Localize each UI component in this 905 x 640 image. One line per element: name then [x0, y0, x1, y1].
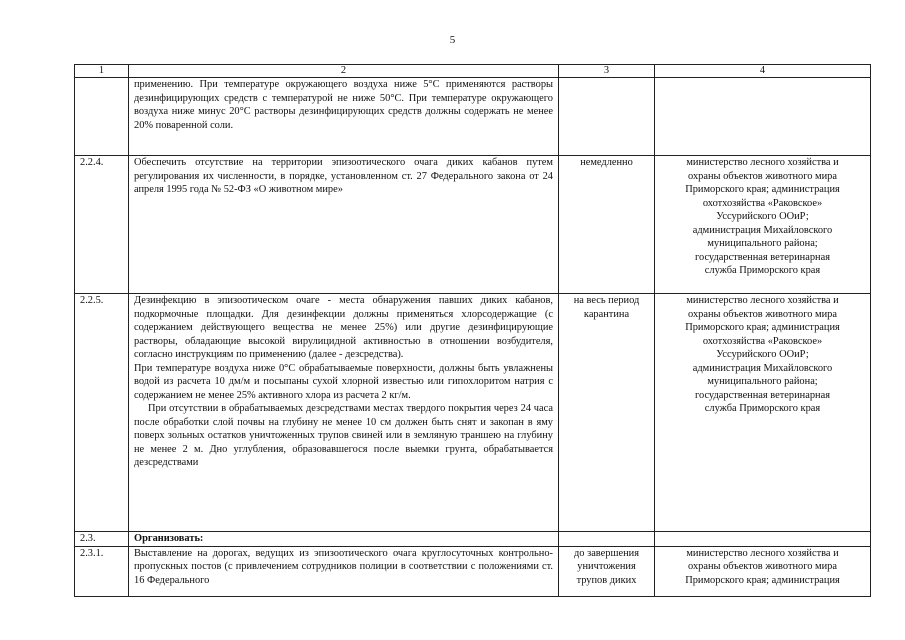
item-term [559, 78, 655, 156]
responsible-line: охраны объектов животного мира [688, 308, 837, 320]
responsible-line: охотхозяйства «Раковское» [702, 335, 823, 347]
item-paragraph: При температуре воздуха ниже 0°С обрабатываемые поверхности, должны быть увлажнены водой из расчета 10 дм/м и посыпаны сухой хлорной известью или гипохлоритом натрия с содержанием не менее 25% активного хлора из расчета 2 кг/м. [134, 362, 553, 401]
item-responsible [655, 294, 871, 532]
item-responsible [655, 156, 871, 294]
responsible-line: муниципального района; [707, 238, 818, 249]
item-number: 2.2.5. [75, 294, 129, 532]
responsible-line: Приморского края; администрация [685, 574, 840, 586]
responsible-line: служба Приморского края [704, 403, 821, 414]
responsible-line: министерство лесного хозяйства и [686, 157, 839, 168]
responsible-line: Уссурийского ООиР; [716, 211, 809, 222]
item-responsible [655, 546, 871, 596]
column-header-2: 2 [129, 65, 559, 78]
responsible-line: Приморского края; администрация [685, 322, 840, 333]
item-text [129, 294, 559, 532]
responsible-line: министерство лесного хозяйства и [686, 547, 839, 559]
responsible-line: охраны объектов животного мира [688, 561, 837, 572]
item-responsible [655, 532, 871, 547]
responsible-line: муниципального района; [707, 376, 818, 387]
item-paragraph: Обеспечить отсутствие на территории эпизоотического очага диких кабанов путем регулирования их численности, в порядке, установленном ст. 27 Федерального закона от 24 апреля 1995 года № 52-ФЗ «О животном мире» [134, 157, 553, 195]
responsible-line: охотхозяйства «Раковское» [702, 197, 823, 209]
item-paragraph: Дезинфекцию в эпизоотическом очаге - места обнаружения павших диких кабанов, подкормочные площадки. Для дезинфекции должны применяться хлорсодержащие (с содержанием действующего вещества не менее 25%) или другие дезинфицирующие растворы, обладающие высокой вирулицидной активностью в отношении возбудителя, согласно инструкциям по применению (далее - дезсредства). [134, 295, 553, 360]
item-number: 2.2.4. [75, 156, 129, 294]
table-row [75, 532, 871, 547]
item-paragraph: Выставление на дорогах, ведущих из эпизоотического очага круглосуточных контрольно-пропускных постов (с привлечением сотрудников полиции в соответствии с положениями ст. 16 Федерального [134, 547, 553, 586]
responsible-line: охраны объектов животного мира [688, 170, 837, 182]
item-text [129, 156, 559, 294]
responsible-line: служба Приморского края [704, 265, 821, 276]
item-responsible [655, 78, 871, 156]
responsible-line: министерство лесного хозяйства и [686, 295, 839, 306]
section-heading: Организовать: [134, 533, 204, 544]
responsible-line: Уссурийского ООиР; [716, 349, 809, 360]
responsible-line: Приморского края; администрация [685, 184, 840, 195]
item-text [129, 532, 559, 547]
item-paragraph: При отсутствии в обрабатываемых дезсредствами местах твердого покрытия через 24 часа после обработки слой почвы на глубину не менее 10 см должен быть снят и закопан в яму поверх зольных остатков уничтоженных трупов свиней или в земляную траншею на глубину не менее 2 м. Дно углубления, образовавшегося после выемки грунта, обрабатывается дезсредствами [134, 403, 553, 468]
item-number [75, 78, 129, 156]
table-row [75, 78, 871, 156]
column-header-1: 1 [75, 65, 129, 78]
item-term: немедленно [559, 156, 655, 294]
responsible-line: государственная ветеринарная [695, 389, 830, 401]
item-number: 2.3.1. [75, 546, 129, 596]
item-number: 2.3. [75, 532, 129, 547]
table-row [75, 294, 871, 532]
column-header-4: 4 [655, 65, 871, 78]
measures-table [74, 64, 871, 597]
item-text [129, 78, 559, 156]
table-row [75, 546, 871, 596]
item-term: до завершения уничтожения трупов диких [559, 546, 655, 596]
item-term [559, 532, 655, 547]
item-text [129, 546, 559, 596]
responsible-line: администрация Михайловского [692, 362, 833, 374]
responsible-line: государственная ветеринарная [695, 251, 830, 263]
column-header-3: 3 [559, 65, 655, 78]
responsible-line: администрация Михайловского [692, 224, 833, 236]
item-term: на весь период карантина [559, 294, 655, 532]
table-row [75, 156, 871, 294]
table-header-row [75, 65, 871, 78]
page-number: 5 [449, 34, 456, 46]
item-paragraph: применению. При температуре окружающего воздуха ниже 5°С применяются растворы дезинфицирующих средств с температурой не ниже 50°С. При температуре окружающего воздуха ниже минус 20°С растворы дезинфицирующих средств должны содержать не менее 20% поваренной соли. [134, 79, 553, 131]
